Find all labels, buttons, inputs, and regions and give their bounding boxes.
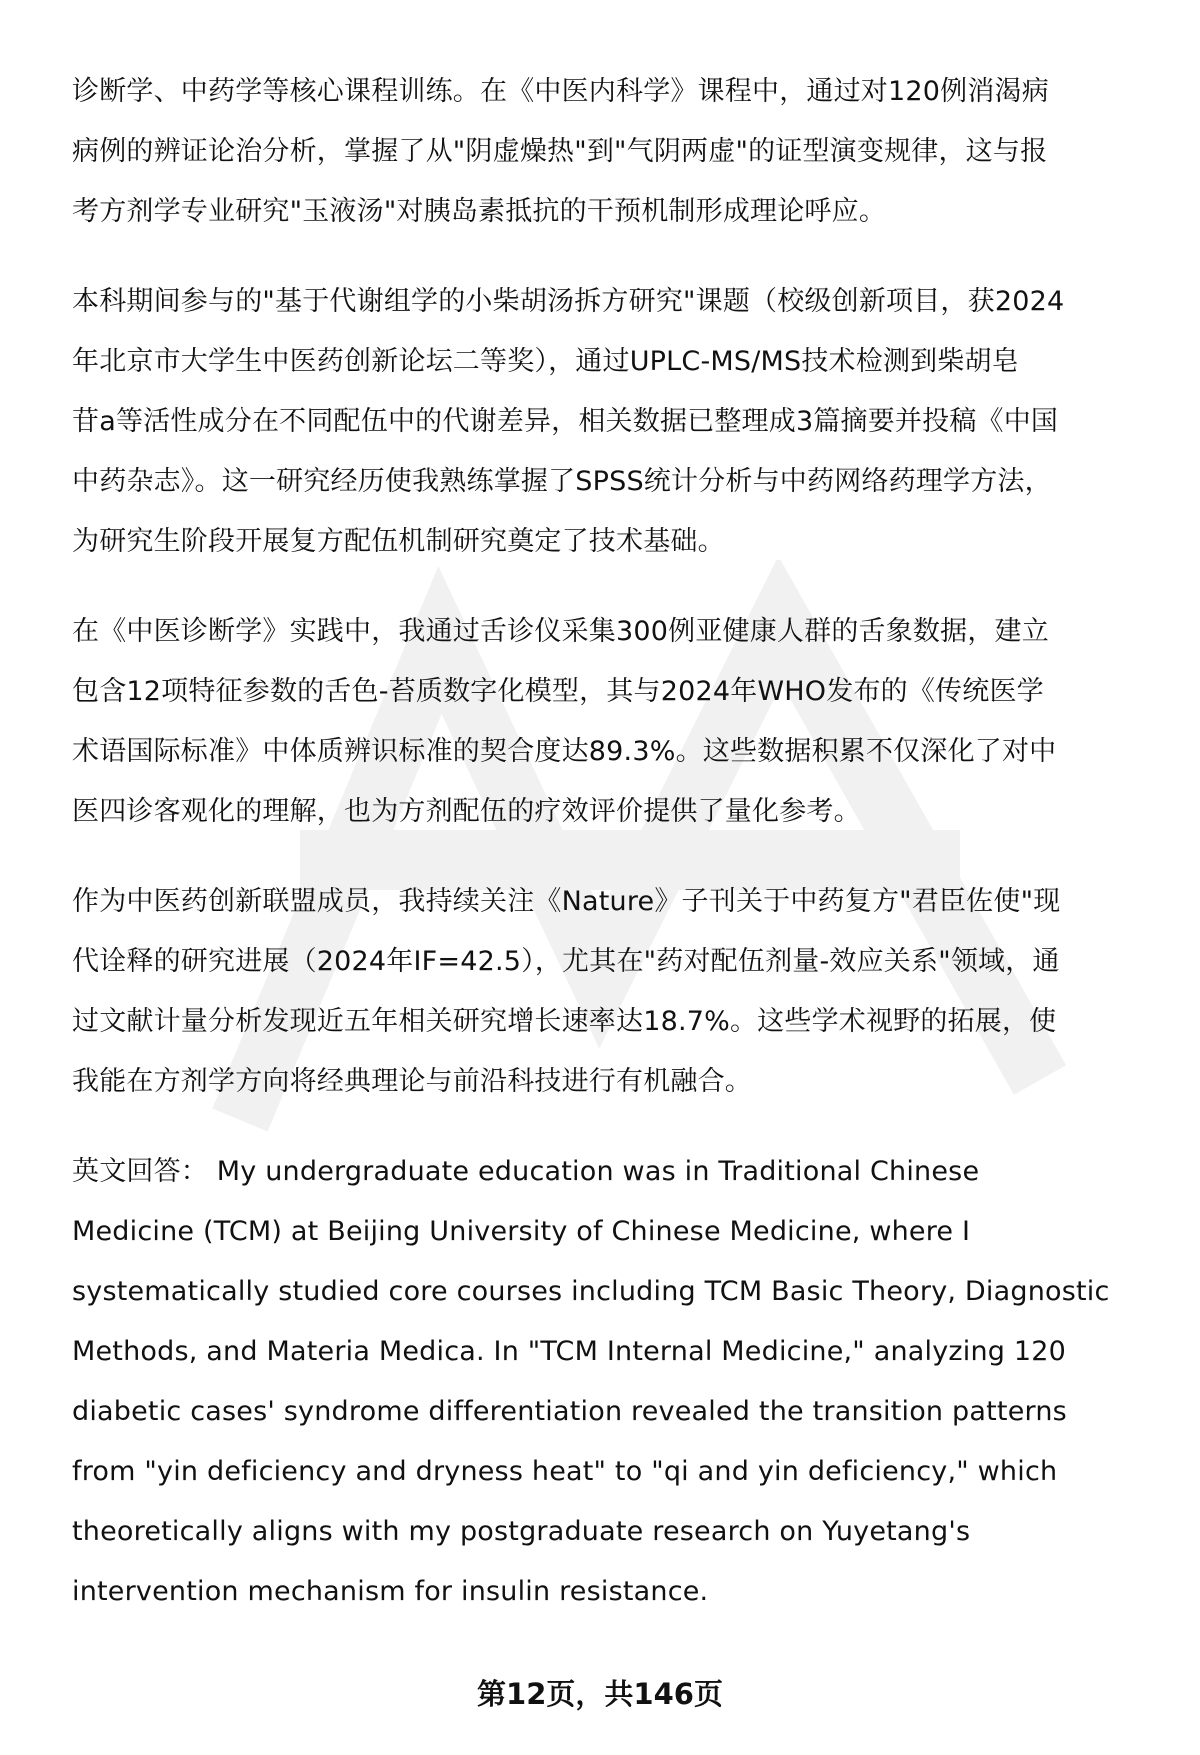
text-line: Methods, and Materia Medica. In "TCM Internal Medicine," analyzing 120 — [72, 1336, 1067, 1367]
text-line: 在《中医诊断学》实践中，我通过舌诊仪采集300例亚健康人群的舌象数据，建立 — [72, 616, 1049, 647]
paragraph-english-answer — [72, 1142, 1152, 1622]
paragraph-1 — [72, 62, 1152, 242]
text-line: from "yin deficiency and dryness heat" to "qi and yin deficiency," which — [72, 1456, 1058, 1487]
text-line: diabetic cases' syndrome differentiation revealed the transition patterns — [72, 1396, 1067, 1427]
text-line: 包含12项特征参数的舌色-苔质数字化模型，其与2024年WHO发布的《传统医学 — [72, 676, 1044, 707]
text-line: 英文回答： My undergraduate education was in Traditional Chinese — [72, 1156, 980, 1187]
text-line: 苷a等活性成分在不同配伍中的代谢差异，相关数据已整理成3篇摘要并投稿《中国 — [72, 406, 1059, 437]
text-line: systematically studied core courses including TCM Basic Theory, Diagnostic — [72, 1276, 1110, 1307]
text-line: theoretically aligns with my postgraduate research on Yuyetang's — [72, 1516, 971, 1547]
text-line: 为研究生阶段开展复方配伍机制研究奠定了技术基础。 — [72, 526, 725, 557]
paragraph-4 — [72, 872, 1152, 1112]
text-line: 年北京市大学生中医药创新论坛二等奖），通过UPLC-MS/MS技术检测到柴胡皂 — [72, 346, 1019, 377]
paragraph-3 — [72, 602, 1152, 842]
text-line: 中药杂志》。这一研究经历使我熟练掌握了SPSS统计分析与中药网络药理学方法， — [72, 466, 1052, 497]
text-line: 过文献计量分析发现近五年相关研究增长速率达18.7%。这些学术视野的拓展，使 — [72, 1006, 1057, 1037]
text-line: 我能在方剂学方向将经典理论与前沿科技进行有机融合。 — [72, 1066, 752, 1097]
text-line: 术语国际标准》中体质辨识标准的契合度达89.3%。这些数据积累不仅深化了对中 — [72, 736, 1057, 767]
text-line: Medicine (TCM) at Beijing University of Chinese Medicine, where I — [72, 1216, 971, 1247]
text-line: 代诠释的研究进展（2024年IF=42.5），尤其在"药对配伍剂量-效应关系"领域，通 — [72, 946, 1060, 977]
text-line: 本科期间参与的"基于代谢组学的小柴胡汤拆方研究"课题（校级创新项目，获2024 — [72, 286, 1065, 317]
page-number-footer: 第12页，共146页 — [477, 1677, 723, 1711]
text-line: intervention mechanism for insulin resistance. — [72, 1576, 709, 1607]
text-line: 作为中医药创新联盟成员，我持续关注《Nature》子刊关于中药复方"君臣佐使"现 — [72, 886, 1061, 917]
paragraph-2 — [72, 272, 1152, 572]
text-line: 诊断学、中药学等核心课程训练。在《中医内科学》课程中，通过对120例消渴病 — [72, 76, 1049, 107]
text-line: 病例的辨证论治分析，掌握了从"阴虚燥热"到"气阴两虚"的证型演变规律，这与报 — [72, 136, 1048, 167]
document-body — [72, 62, 1152, 1652]
text-line: 考方剂学专业研究"玉液汤"对胰岛素抵抗的干预机制形成理论呼应。 — [72, 196, 887, 227]
text-line: 医四诊客观化的理解，也为方剂配伍的疗效评价提供了量化参考。 — [72, 796, 861, 827]
